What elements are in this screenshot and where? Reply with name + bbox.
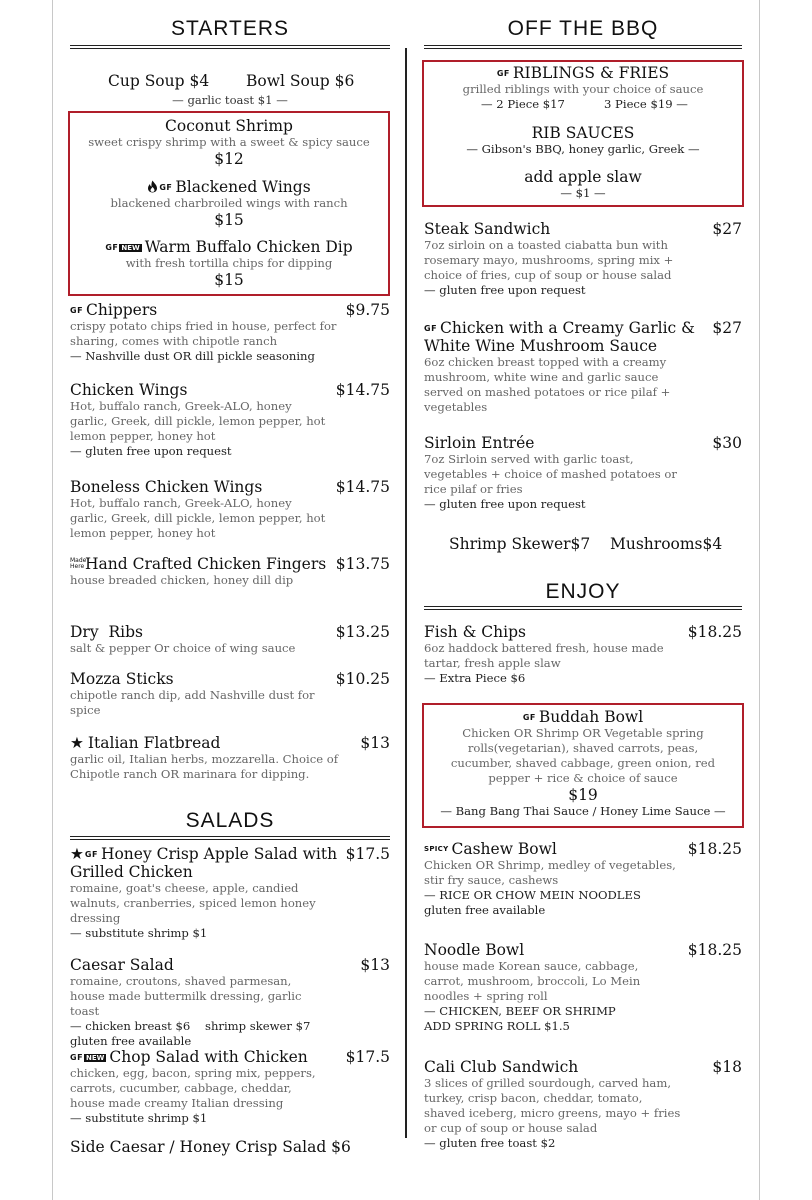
menu-item	[424, 434, 742, 512]
gf-tag: GF	[496, 69, 510, 78]
menu-item	[70, 623, 390, 656]
soup-note: — garlic toast $1 —	[172, 93, 288, 107]
item-name: Cali Club Sandwich	[424, 1058, 579, 1076]
item-note: — gluten free upon request	[424, 497, 586, 511]
item-name: Boneless Chicken Wings	[70, 478, 263, 496]
menu-item	[70, 238, 388, 289]
gf-tag: GF	[70, 306, 84, 315]
item-note: — substitute shrimp $1	[70, 926, 208, 940]
item-price: $13.25	[335, 623, 390, 641]
shrimp-skewer-addon: Shrimp Skewer$7	[449, 535, 591, 553]
item-desc: 6oz haddock battered fresh, house made tartar, fresh apple slaw	[424, 641, 664, 670]
bbq-rule	[424, 45, 742, 49]
item-price: $27	[712, 220, 742, 238]
two-piece-price: — 2 Piece $17	[481, 97, 565, 111]
item-note: — CHICKEN, BEEF OR SHRIMP	[424, 1004, 616, 1018]
item-note: — RICE OR CHOW MEIN NOODLES	[424, 888, 641, 902]
menu-item	[424, 220, 742, 298]
enjoy-rule	[424, 606, 742, 610]
item-note: — Nashville dust OR dill pickle seasoning	[70, 349, 315, 363]
menu-item	[70, 956, 390, 1049]
item-desc: Hot, buffalo ranch, Greek-ALO, honey garlic, Greek, dill pickle, lemon pepper, hot lemon pepper, honey hot	[70, 399, 326, 443]
salads-rule	[70, 836, 390, 840]
column-divider	[405, 48, 407, 1138]
item-note: — gluten free upon request	[70, 444, 232, 458]
item-desc: blackened charbroiled wings with ranch	[110, 196, 348, 210]
item-price: $17.5	[345, 1048, 390, 1066]
menu-item	[424, 840, 742, 918]
starters-rule	[70, 45, 390, 49]
item-note: — substitute shrimp $1	[70, 1111, 208, 1125]
item-desc: crispy potato chips fried in house, perfect for sharing, comes with chipotle ranch	[70, 319, 337, 348]
item-desc: romaine, croutons, shaved parmesan, house made buttermilk dressing, garlic toast	[70, 974, 302, 1018]
flame-icon	[147, 180, 158, 193]
salads-heading: SALADS	[185, 809, 275, 832]
menu-item	[424, 319, 742, 415]
item-note: — gluten free toast $2	[424, 1136, 556, 1150]
star-icon: ★	[70, 734, 84, 752]
apple-slaw-title: add apple slaw	[524, 168, 642, 186]
cup-soup: Cup Soup $4	[108, 72, 210, 90]
featured-starters-box	[68, 111, 390, 296]
buddah-bowl-box	[422, 703, 744, 828]
item-desc: chicken, egg, bacon, spring mix, peppers, carrots, cucumber, cabbage, cheddar, house made creamy Italian dressing	[70, 1066, 316, 1110]
item-desc: chipotle ranch dip, add Nashville dust for spice	[70, 688, 315, 717]
mushrooms-addon: Mushrooms$4	[610, 535, 723, 553]
item-name: Buddah Bowl	[538, 708, 644, 726]
item-name: Chicken with a Creamy Garlic & White Wine Mushroom Sauce	[424, 319, 695, 355]
item-price: $12	[214, 150, 244, 168]
side-salad: Side Caesar / Honey Crisp Salad $6	[70, 1138, 351, 1156]
item-note: — Bang Bang Thai Sauce / Honey Lime Sauce —	[440, 804, 726, 818]
item-note: — gluten free upon request	[424, 283, 586, 297]
gf-tag: GF	[105, 243, 119, 252]
item-desc: Chicken OR Shrimp OR Vegetable spring rolls(vegetarian), shaved carrots, peas, cucumber, shaved cabbage, green onion, red pepper + rice & choice of sauce	[450, 726, 716, 785]
item-name: Hand Crafted Chicken Fingers	[85, 555, 327, 573]
menu-item	[70, 117, 388, 168]
item-name: Dry Ribs	[70, 623, 143, 641]
item-name: Sirloin Entrée	[424, 434, 535, 452]
page-edge-left	[52, 0, 53, 1200]
item-desc: 7oz sirloin on a toasted ciabatta bun with rosemary mayo, mushrooms, spring mix + choice of fries, cup of soup or house salad	[424, 238, 674, 282]
item-note: gluten free available	[70, 1034, 192, 1048]
item-note: gluten free available	[424, 903, 546, 917]
riblings-box	[422, 60, 744, 207]
made-here-tag: Made Here	[70, 557, 87, 570]
item-desc: house breaded chicken, honey dill dip	[70, 573, 294, 587]
three-piece-price: 3 Piece $19 —	[604, 97, 688, 111]
item-price: $13.75	[335, 555, 390, 573]
item-desc: salt & pepper Or choice of wing sauce	[70, 641, 296, 655]
item-name: Noodle Bowl	[424, 941, 525, 959]
riblings-prices	[424, 97, 742, 112]
gf-tag: GF	[70, 1053, 84, 1062]
item-name: Chop Salad with Chicken	[109, 1048, 308, 1066]
item-name: Fish & Chips	[424, 623, 526, 641]
item-desc: garlic oil, Italian herbs, mozzarella. Choice of Chipotle ranch OR marinara for dipping.	[70, 752, 339, 781]
item-name: Chicken Wings	[70, 381, 188, 399]
item-name: Caesar Salad	[70, 956, 174, 974]
menu-item	[70, 670, 390, 718]
rib-sauces-title: RIB SAUCES	[531, 124, 635, 142]
spicy-tag: SPICY	[424, 845, 449, 853]
menu-item	[70, 555, 390, 588]
item-price: $10.25	[335, 670, 390, 688]
new-badge: NEW	[121, 244, 140, 252]
bbq-heading: OFF THE BBQ	[507, 17, 659, 40]
menu-item	[70, 301, 390, 364]
item-price: $18.25	[687, 941, 742, 959]
menu-item	[424, 623, 742, 686]
item-price: $14.75	[335, 381, 390, 399]
item-name: Warm Buffalo Chicken Dip	[144, 238, 353, 256]
item-note: — Extra Piece $6	[424, 671, 526, 685]
item-name: Coconut Shrimp	[165, 117, 293, 135]
item-name: Steak Sandwich	[424, 220, 551, 238]
rib-sauces	[424, 124, 742, 157]
menu-item	[424, 941, 742, 1034]
item-price: $13	[360, 956, 390, 974]
menu-item	[424, 1058, 742, 1151]
new-badge: NEW	[86, 1054, 105, 1062]
item-name: Blackened Wings	[175, 178, 311, 196]
gf-tag: GF	[84, 850, 98, 859]
starters-heading: STARTERS	[170, 17, 290, 40]
bowl-soup: Bowl Soup $6	[246, 72, 355, 90]
enjoy-heading: ENJOY	[545, 580, 621, 603]
item-price: $9.75	[345, 301, 390, 319]
item-price: $17.5	[345, 845, 390, 863]
item-name: Mozza Sticks	[70, 670, 174, 688]
item-desc: 6oz chicken breast topped with a creamy mushroom, white wine and garlic sauce served on mashed potatoes or rice pilaf + vegetables	[424, 355, 671, 414]
item-desc: grilled riblings with your choice of sauce	[462, 82, 704, 96]
item-price: $30	[712, 434, 742, 452]
apple-slaw	[424, 168, 742, 201]
star-icon: ★	[70, 845, 84, 863]
menu-item	[70, 178, 388, 229]
menu-item	[70, 845, 390, 941]
item-note: — chicken breast $6 shrimp skewer $7	[70, 1019, 311, 1033]
item-note: ADD SPRING ROLL $1.5	[424, 1019, 570, 1033]
menu-item	[70, 734, 390, 782]
item-price: $19	[568, 786, 598, 804]
menu-item	[70, 381, 390, 459]
menu-item	[70, 478, 390, 541]
item-desc: 7oz Sirloin served with garlic toast, vegetables + choice of mashed potatoes or rice pilaf or fries	[424, 452, 677, 496]
item-price: $15	[214, 271, 244, 289]
item-name: Honey Crisp Apple Salad with Grilled Chicken	[70, 845, 338, 881]
item-price: $27	[712, 319, 742, 337]
item-price: $18.25	[687, 623, 742, 641]
menu-item	[424, 64, 742, 112]
item-price: $14.75	[335, 478, 390, 496]
item-desc: house made Korean sauce, cabbage, carrot, mushroom, broccoli, Lo Mein noodles + spring roll	[424, 959, 641, 1003]
item-name: RIBLINGS & FRIES	[512, 64, 670, 82]
item-name: Chippers	[86, 301, 158, 319]
menu-item	[436, 708, 730, 819]
item-desc: with fresh tortilla chips for dipping	[125, 256, 333, 270]
gf-tag: GF	[424, 324, 438, 333]
item-desc: 3 slices of grilled sourdough, carved ham, turkey, crisp bacon, cheddar, tomato, shaved iceberg, micro greens, mayo + fries or cup of soup or house salad	[424, 1076, 681, 1135]
item-name: Cashew Bowl	[451, 840, 557, 858]
item-price: $13	[360, 734, 390, 752]
item-price: $18	[712, 1058, 742, 1076]
item-desc: Hot, buffalo ranch, Greek-ALO, honey garlic, Greek, dill pickle, lemon pepper, hot lemon pepper, honey hot	[70, 496, 326, 540]
apple-slaw-price: — $1 —	[560, 186, 606, 200]
menu-item	[70, 1048, 390, 1126]
gf-tag: GF	[159, 183, 173, 192]
rib-sauces-list: — Gibson's BBQ, honey garlic, Greek —	[466, 142, 700, 156]
item-desc: romaine, goat's cheese, apple, candied walnuts, cranberries, spiced lemon honey dressing	[70, 881, 316, 925]
item-name: Italian Flatbread	[87, 734, 221, 752]
page-edge-right	[759, 0, 760, 1200]
item-price: $18.25	[687, 840, 742, 858]
item-price: $15	[214, 211, 244, 229]
gf-tag: GF	[522, 713, 536, 722]
item-desc: sweet crispy shrimp with a sweet & spicy sauce	[88, 135, 370, 149]
item-desc: Chicken OR Shrimp, medley of vegetables, stir fry sauce, cashews	[424, 858, 676, 887]
